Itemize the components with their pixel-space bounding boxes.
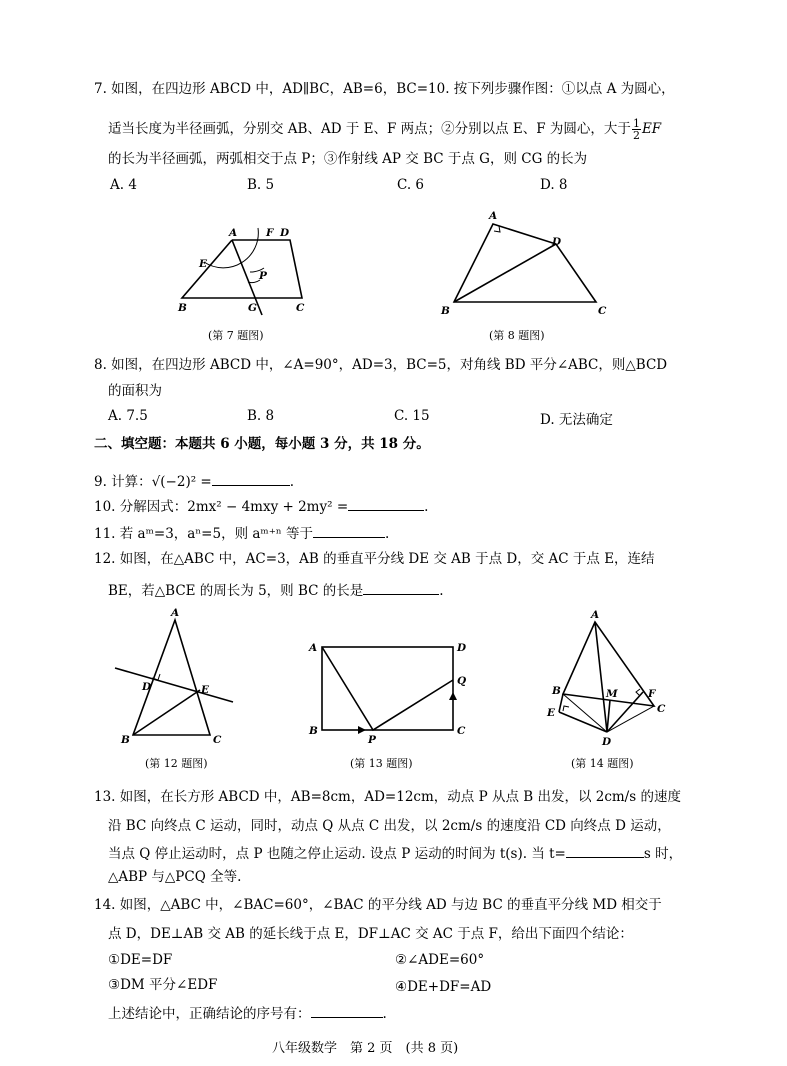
fig8-label-a: A — [489, 210, 498, 222]
fig12-label-e: E — [201, 684, 210, 696]
q7-line2-text: 适当长度为半径画弧，分别交 AB、AD 于 E、F 两点；②分别以点 E、F 为圆心，大于 — [108, 121, 631, 137]
q14-conclusion-2: ②∠ADE=60° — [395, 952, 485, 968]
fig14-bisector-ad — [595, 622, 607, 732]
fig7-label-a: A — [229, 227, 238, 239]
q8-option-d: D. 无法确定 — [540, 412, 613, 428]
fig13-label-b: B — [309, 725, 318, 737]
fig14-segment-cd — [607, 706, 654, 732]
fig14-extension-be — [559, 694, 563, 712]
q8-option-b: B. 8 — [247, 408, 275, 424]
fig12-label-a: A — [171, 607, 180, 619]
fig13-label-d: D — [457, 642, 467, 654]
q14-line5-text: 上述结论中，正确结论的序号有： — [108, 1006, 311, 1022]
fig7-label-p: P — [259, 270, 267, 282]
q9-text: 9. 计算：√(−2)² = — [94, 474, 212, 490]
q7-frac-den: 2 — [632, 129, 640, 142]
q14-answer-blank[interactable] — [311, 1003, 383, 1018]
q14-conclusion-1: ①DE=DF — [108, 952, 173, 968]
fig7-label-b: B — [178, 302, 187, 314]
fig13-segments-ap-pq — [322, 647, 453, 730]
q12-line2: BE，若△BCE 的周长为 5，则 BC 的长是 . — [108, 580, 444, 600]
page-footer: 八年级数学 第 2 页 (共 8 页) — [272, 1041, 459, 1056]
q10-answer-blank[interactable] — [348, 496, 424, 511]
fig14-right-angle-f — [636, 689, 640, 696]
fig8-label-d: D — [552, 236, 562, 248]
q14-conclusion-4: ④DE+DF=AD — [395, 979, 492, 995]
fig12-caption: (第 12 题图) — [145, 757, 208, 770]
fig7-arc-ef — [204, 228, 258, 268]
fig7-arc-p2 — [248, 280, 260, 283]
q11: 11. 若 aᵐ=3，aⁿ=5，则 aᵐ⁺ⁿ 等于 . — [94, 523, 389, 543]
fig7-label-f: F — [266, 227, 274, 239]
fig14-label-c: C — [657, 703, 666, 715]
fig8-label-c: C — [598, 305, 607, 317]
fig7-label-e: E — [199, 258, 208, 270]
q11-text: 11. 若 aᵐ=3，aⁿ=5，则 aᵐ⁺ⁿ 等于 — [94, 526, 313, 542]
q13-line4: △ABP 与△PCQ 全等. — [108, 869, 242, 885]
q8-line2: 的面积为 — [108, 383, 162, 399]
fig14-segment-bd — [563, 694, 607, 732]
fig14-segment-md — [607, 700, 610, 732]
q7-fraction — [632, 118, 641, 141]
q13-line3-suffix: s 时， — [643, 846, 683, 862]
q12-answer-blank[interactable] — [363, 580, 439, 595]
fig14-right-angle-e — [563, 706, 569, 711]
q13-answer-blank[interactable] — [566, 843, 644, 858]
q7-option-a: A. 4 — [110, 177, 137, 193]
q14-line5: 上述结论中，正确结论的序号有： . — [108, 1003, 387, 1023]
fig12-line-de — [115, 668, 233, 702]
q13-line1: 13. 如图，在长方形 ABCD 中，AB=8cm，AD=12cm，动点 P 从点 B 出发，以 2cm/s 的速度 — [94, 789, 681, 805]
fig7-label-g: G — [248, 302, 257, 314]
q13-line3 — [108, 843, 682, 863]
fig13-rectangle — [322, 647, 453, 730]
q8-option-a: A. 7.5 — [108, 408, 148, 424]
fig7-caption: (第 7 题图) — [208, 329, 264, 342]
fig14-triangle — [563, 622, 654, 706]
fig14-label-d: D — [602, 736, 612, 748]
fig13-label-p: P — [368, 734, 376, 746]
fig8-diagonal-bd — [454, 244, 556, 302]
fig12-label-c: C — [213, 734, 222, 746]
q11-answer-blank[interactable] — [313, 523, 385, 538]
fig14-label-a: A — [591, 609, 600, 621]
fig13-caption: (第 13 题图) — [350, 757, 413, 770]
q12-line1: 12. 如图，在△ABC 中，AC=3，AB 的垂直平分线 DE 交 AB 于点 D，交 AC 于点 E，连结 — [94, 551, 655, 567]
q14-line2: 点 D，DE⊥AB 交 AB 的延长线于点 E，DF⊥AC 交 AC 于点 F，给出下面四个结论： — [108, 926, 633, 942]
q10-text: 10. 分解因式：2mx² − 4mxy + 2my² = — [94, 499, 349, 515]
fig14-segment-df — [607, 692, 643, 732]
fig13-label-q: Q — [457, 675, 467, 687]
q13-line2: 沿 BC 向终点 C 运动，同时，动点 Q 从点 C 出发，以 2cm/s 的速度沿 CD 向终点 D 运动， — [108, 818, 671, 834]
fig7-label-c: C — [296, 302, 305, 314]
q7-line2 — [108, 118, 661, 141]
q7-line3: 的长为半径画弧，两弧相交于点 P；③作射线 AP 交 BC 于点 G，则 CG 的长为 — [108, 151, 588, 167]
fig13-label-a: A — [309, 642, 318, 654]
fig8-quadrilateral — [454, 224, 596, 302]
fig14-caption: (第 14 题图) — [571, 757, 634, 770]
q10: 10. 分解因式：2mx² − 4mxy + 2my² = . — [94, 496, 428, 516]
q7-line1: 7. 如图，在四边形 ABCD 中，AD∥BC，AB=6，BC=10. 按下列步骤作图：①以点 A 为圆心， — [94, 81, 675, 97]
fig7-label-d: D — [280, 227, 290, 239]
q8-line1: 8. 如图，在四边形 ABCD 中，∠A=90°，AD=3，BC=5，对角线 BD 平分∠ABC，则△BCD — [94, 357, 668, 373]
fig14-label-m: M — [606, 688, 618, 700]
fig7-ray-ap — [232, 240, 262, 315]
fig8-label-b: B — [441, 305, 450, 317]
fig12-segment-be — [133, 690, 200, 735]
q7-option-c: C. 6 — [397, 177, 425, 193]
q14-conclusion-3: ③DM 平分∠EDF — [108, 977, 218, 993]
fig14-segment-de — [559, 712, 607, 732]
q12-line2-text: BE，若△BCE 的周长为 5，则 BC 的长是 — [108, 583, 364, 599]
q7-option-b: B. 5 — [247, 177, 275, 193]
fig14-label-f: F — [648, 688, 656, 700]
fig13-label-c: C — [457, 725, 466, 737]
fig12-label-d: D — [142, 681, 152, 693]
fig7-arc-p1 — [250, 268, 264, 272]
fig12-label-b: B — [121, 734, 130, 746]
fig7-trapezoid — [182, 240, 302, 298]
fig12-triangle — [133, 620, 210, 735]
fig8-caption: (第 8 题图) — [489, 329, 545, 342]
fig12-right-angle — [152, 674, 160, 680]
q13-line3-text: 当点 Q 停止运动时，点 P 也随之停止运动. 设点 P 运动的时间为 t(s). 当 t= — [108, 846, 566, 862]
fig13-arrow-bc — [358, 726, 366, 734]
fig8-right-angle — [494, 226, 500, 232]
q8-option-c: C. 15 — [394, 408, 430, 424]
fig13-arrow-cd — [449, 692, 457, 700]
fig14-label-b: B — [552, 685, 561, 697]
q14-line1: 14. 如图，△ABC 中，∠BAC=60°，∠BAC 的平分线 AD 与边 BC 的垂直平分线 MD 相交于 — [94, 897, 662, 913]
q9: 9. 计算：√(−2)² = . — [94, 471, 294, 491]
fig14-label-e: E — [547, 707, 556, 719]
q9-answer-blank[interactable] — [212, 471, 290, 486]
q7-frac-num: 1 — [632, 117, 640, 130]
q7-line2-ef: EF — [641, 121, 662, 137]
q7-option-d: D. 8 — [540, 177, 568, 193]
section-2-heading: 二、填空题：本题共 6 小题，每小题 3 分，共 18 分。 — [94, 436, 430, 452]
